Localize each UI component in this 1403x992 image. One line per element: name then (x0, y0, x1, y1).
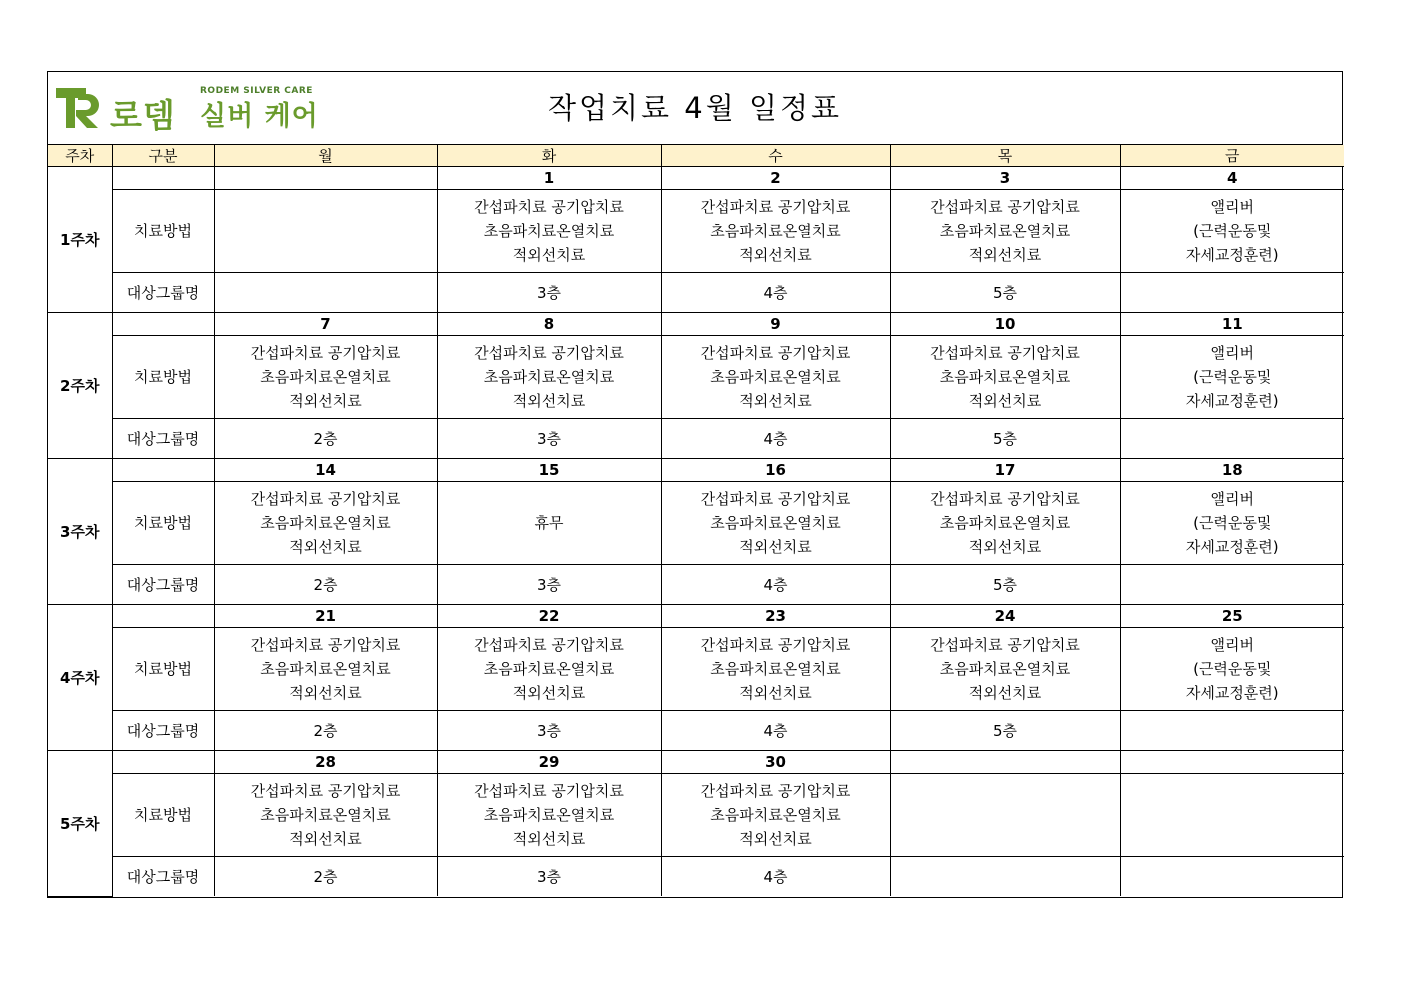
method-cell-wed (661, 482, 890, 565)
method-line: 적외선치료 (739, 684, 812, 702)
group-cell-thu: 5층 (890, 711, 1120, 751)
method-cell-wed (661, 336, 890, 419)
method-cell-mon (214, 628, 437, 711)
method-row (48, 628, 1344, 711)
method-line: 앨리버 (1210, 636, 1254, 654)
method-cell-thu (890, 628, 1120, 711)
method-cell-fri (1120, 774, 1344, 857)
method-cell-thu (890, 190, 1120, 273)
method-label: 치료방법 (112, 774, 214, 857)
date-cell-tue: 8 (437, 313, 661, 336)
week-label: 1주차 (48, 167, 112, 313)
method-line: 간섭파치료 공기압치료 (700, 198, 851, 216)
logo-brand-korean: 로뎀 (110, 96, 176, 135)
group-cell-thu (890, 857, 1120, 897)
method-cell-wed (661, 190, 890, 273)
date-cell-thu (890, 751, 1120, 774)
method-line: 적외선치료 (739, 246, 812, 264)
date-cell-fri: 11 (1120, 313, 1344, 336)
group-label: 대상그룹명 (112, 857, 214, 897)
method-line: 적외선치료 (739, 830, 812, 848)
date-cell-wed: 16 (661, 459, 890, 482)
date-cell-thu: 10 (890, 313, 1120, 336)
method-line: 적외선치료 (512, 684, 586, 702)
method-line: 초음파치료온열치료 (939, 660, 1071, 678)
date-cell-fri: 4 (1120, 167, 1344, 190)
group-cell-fri (1120, 419, 1344, 459)
method-line: 앨리버 (1210, 198, 1254, 216)
method-line: 적외선치료 (289, 538, 362, 556)
group-cell-tue: 3층 (437, 565, 661, 605)
date-cell-tue: 29 (437, 751, 661, 774)
method-line: 적외선치료 (739, 538, 812, 556)
method-line: 간섭파치료 공기압치료 (250, 490, 401, 508)
method-line: 간섭파치료 공기압치료 (930, 636, 1080, 654)
schedule-table (48, 145, 1344, 897)
date-cell-tue: 22 (437, 605, 661, 628)
week-label: 2주차 (48, 313, 112, 459)
method-line: 적외선치료 (968, 246, 1042, 264)
method-label: 치료방법 (112, 190, 214, 273)
group-label: 대상그룹명 (112, 565, 214, 605)
date-cell-wed: 2 (661, 167, 890, 190)
group-label: 대상그룹명 (112, 419, 214, 459)
method-line: 적외선치료 (512, 830, 586, 848)
header-friday: 금 (1120, 145, 1344, 167)
method-line: 적외선치료 (512, 246, 586, 264)
method-line: 자세교정훈련) (1185, 392, 1279, 410)
method-line: 자세교정훈련) (1185, 538, 1279, 556)
category-blank (112, 751, 214, 774)
method-cell-tue (437, 190, 661, 273)
method-line: 적외선치료 (968, 392, 1042, 410)
method-label: 치료방법 (112, 628, 214, 711)
date-cell-mon: 28 (214, 751, 437, 774)
date-cell-mon: 21 (214, 605, 437, 628)
group-row (48, 419, 1344, 459)
category-blank (112, 459, 214, 482)
method-line: 휴무 (534, 514, 564, 532)
method-cell-thu (890, 482, 1120, 565)
week-label: 4주차 (48, 605, 112, 751)
method-line: 초음파치료온열치료 (710, 514, 841, 532)
method-line: 초음파치료온열치료 (260, 514, 391, 532)
method-label: 치료방법 (112, 482, 214, 565)
group-cell-mon (214, 273, 437, 313)
schedule-body (48, 167, 1344, 897)
header-wednesday: 수 (661, 145, 890, 167)
method-line: (근력운동및 (1193, 660, 1272, 678)
group-cell-fri (1120, 711, 1344, 751)
method-cell-tue (437, 482, 661, 565)
method-cell-wed (661, 774, 890, 857)
week-label: 5주차 (48, 751, 112, 897)
group-row (48, 565, 1344, 605)
date-cell-tue: 1 (437, 167, 661, 190)
method-line: 초음파치료온열치료 (260, 660, 391, 678)
method-line: 초음파치료온열치료 (260, 368, 391, 386)
date-row (48, 605, 1344, 628)
method-line: 간섭파치료 공기압치료 (474, 344, 624, 362)
week-label: 3주차 (48, 459, 112, 605)
group-cell-thu: 5층 (890, 273, 1120, 313)
date-cell-wed: 23 (661, 605, 890, 628)
method-line: (근력운동및 (1193, 222, 1272, 240)
date-row (48, 459, 1344, 482)
method-line: 간섭파치료 공기압치료 (474, 782, 624, 800)
group-cell-tue: 3층 (437, 419, 661, 459)
method-line: 초음파치료온열치료 (483, 660, 615, 678)
method-line: 간섭파치료 공기압치료 (930, 198, 1080, 216)
method-line: 간섭파치료 공기압치료 (700, 782, 851, 800)
method-row (48, 482, 1344, 565)
group-cell-tue: 3층 (437, 273, 661, 313)
group-cell-thu: 5층 (890, 565, 1120, 605)
group-cell-mon: 2층 (214, 857, 437, 897)
category-blank (112, 167, 214, 190)
group-cell-thu: 5층 (890, 419, 1120, 459)
method-cell-thu (890, 774, 1120, 857)
method-line: 적외선치료 (289, 830, 362, 848)
method-line: 간섭파치료 공기압치료 (700, 490, 851, 508)
date-cell-mon (214, 167, 437, 190)
group-row (48, 857, 1344, 897)
group-cell-wed: 4층 (661, 711, 890, 751)
date-cell-thu: 3 (890, 167, 1120, 190)
method-line: 초음파치료온열치료 (710, 368, 841, 386)
method-line: 초음파치료온열치료 (710, 660, 841, 678)
method-line: 간섭파치료 공기압치료 (250, 344, 401, 362)
method-row (48, 774, 1344, 857)
group-cell-mon: 2층 (214, 419, 437, 459)
method-line: 간섭파치료 공기압치료 (250, 636, 401, 654)
header-thursday: 목 (890, 145, 1120, 167)
group-cell-wed: 4층 (661, 565, 890, 605)
method-cell-mon (214, 774, 437, 857)
method-cell-tue (437, 628, 661, 711)
method-line: 간섭파치료 공기압치료 (930, 344, 1080, 362)
group-cell-tue: 3층 (437, 857, 661, 897)
group-cell-tue: 3층 (437, 711, 661, 751)
category-blank (112, 605, 214, 628)
method-cell-fri (1120, 482, 1344, 565)
date-cell-wed: 9 (661, 313, 890, 336)
header-category: 구분 (112, 145, 214, 167)
header-row (48, 145, 1344, 167)
method-cell-tue (437, 336, 661, 419)
header-week: 주차 (48, 145, 112, 167)
date-cell-fri (1120, 751, 1344, 774)
date-cell-thu: 24 (890, 605, 1120, 628)
method-line: 간섭파치료 공기압치료 (930, 490, 1080, 508)
group-cell-wed: 4층 (661, 419, 890, 459)
method-cell-fri (1120, 628, 1344, 711)
method-line: 초음파치료온열치료 (710, 222, 841, 240)
method-line: 적외선치료 (739, 392, 812, 410)
method-cell-fri (1120, 190, 1344, 273)
method-line: 초음파치료온열치료 (483, 222, 615, 240)
method-line: 간섭파치료 공기압치료 (474, 636, 624, 654)
method-line: 초음파치료온열치료 (483, 368, 615, 386)
method-line: 초음파치료온열치료 (483, 806, 615, 824)
group-row (48, 711, 1344, 751)
date-cell-fri: 25 (1120, 605, 1344, 628)
date-cell-mon: 7 (214, 313, 437, 336)
method-line: 자세교정훈련) (1185, 246, 1279, 264)
date-row (48, 313, 1344, 336)
date-cell-wed: 30 (661, 751, 890, 774)
method-line: 초음파치료온열치료 (260, 806, 391, 824)
method-line: 적외선치료 (289, 684, 362, 702)
method-line: 앨리버 (1210, 344, 1254, 362)
method-cell-thu (890, 336, 1120, 419)
group-cell-wed: 4층 (661, 857, 890, 897)
date-cell-thu: 17 (890, 459, 1120, 482)
method-line: 초음파치료온열치료 (939, 514, 1071, 532)
title-bar (48, 72, 1342, 145)
method-row (48, 190, 1344, 273)
date-cell-fri: 18 (1120, 459, 1344, 482)
group-label: 대상그룹명 (112, 711, 214, 751)
header-monday: 월 (214, 145, 437, 167)
method-row (48, 336, 1344, 419)
method-cell-mon (214, 190, 437, 273)
method-line: 초음파치료온열치료 (939, 222, 1071, 240)
group-cell-mon: 2층 (214, 711, 437, 751)
header-tuesday: 화 (437, 145, 661, 167)
method-line: 초음파치료온열치료 (710, 806, 841, 824)
method-line: 앨리버 (1210, 490, 1254, 508)
group-row (48, 273, 1344, 313)
method-line: (근력운동및 (1193, 514, 1272, 532)
method-line: 적외선치료 (968, 538, 1042, 556)
group-cell-fri (1120, 565, 1344, 605)
method-label: 치료방법 (112, 336, 214, 419)
group-cell-wed: 4층 (661, 273, 890, 313)
method-line: 적외선치료 (512, 392, 586, 410)
group-label: 대상그룹명 (112, 273, 214, 313)
group-cell-fri (1120, 857, 1344, 897)
group-cell-mon: 2층 (214, 565, 437, 605)
page-title: 작업치료 4월 일정표 (548, 91, 842, 125)
method-line: 간섭파치료 공기압치료 (700, 636, 851, 654)
schedule-sheet (47, 71, 1343, 898)
method-line: 적외선치료 (968, 684, 1042, 702)
logo-brand-subtitle: 실버 케어 (200, 101, 319, 132)
group-cell-fri (1120, 273, 1344, 313)
method-line: 간섭파치료 공기압치료 (474, 198, 624, 216)
method-line: 간섭파치료 공기압치료 (700, 344, 851, 362)
date-cell-mon: 14 (214, 459, 437, 482)
method-cell-mon (214, 336, 437, 419)
method-cell-mon (214, 482, 437, 565)
method-cell-tue (437, 774, 661, 857)
method-line: 자세교정훈련) (1185, 684, 1279, 702)
date-cell-tue: 15 (437, 459, 661, 482)
date-row (48, 751, 1344, 774)
method-cell-wed (661, 628, 890, 711)
category-blank (112, 313, 214, 336)
method-line: 간섭파치료 공기압치료 (250, 782, 401, 800)
logo-brand-english: RODEM SILVER CARE (200, 86, 313, 96)
date-row (48, 167, 1344, 190)
method-line: 적외선치료 (289, 392, 362, 410)
method-line: (근력운동및 (1193, 368, 1272, 386)
method-line: 초음파치료온열치료 (939, 368, 1071, 386)
method-cell-fri (1120, 336, 1344, 419)
